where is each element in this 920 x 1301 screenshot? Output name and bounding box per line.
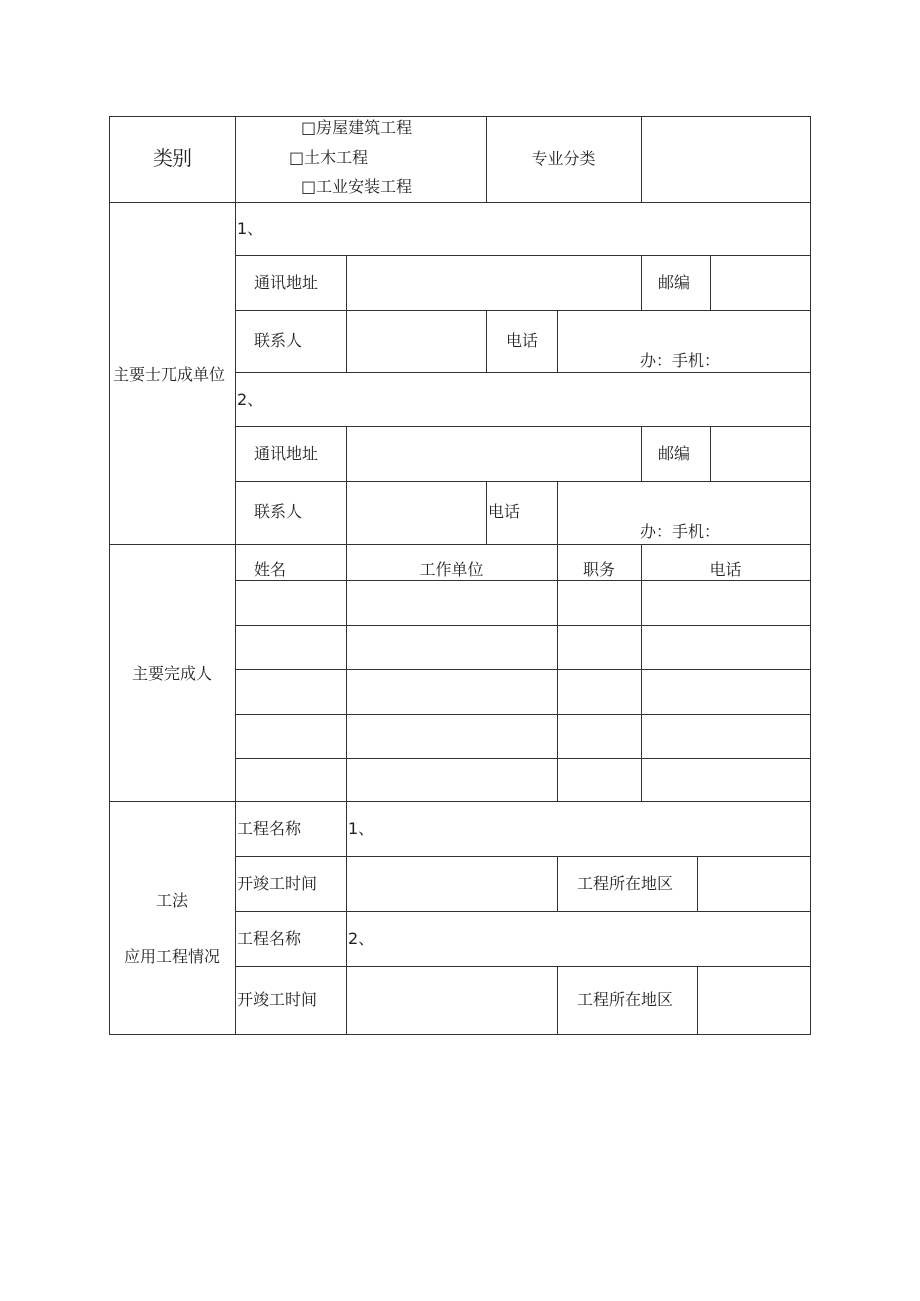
project-1-region-label: 工程所在地区 bbox=[577, 874, 674, 893]
unit-2-phone-hint: 办：手机： bbox=[640, 522, 721, 541]
header-phone: 电话 bbox=[709, 560, 742, 579]
unit-1-contact-label: 联系人 bbox=[254, 331, 303, 350]
application-label-line2: 应用工程情况 bbox=[123, 947, 220, 966]
project-2-number: 2、 bbox=[348, 929, 375, 948]
unit-2-address-label: 通讯地址 bbox=[254, 444, 319, 463]
project-2-region-label: 工程所在地区 bbox=[577, 990, 674, 1009]
option-industrial[interactable]: □工业安装工程 bbox=[301, 177, 413, 196]
people-label: 主要完成人 bbox=[131, 664, 212, 683]
unit-1-phone-hint: 办：手机： bbox=[640, 351, 721, 370]
project-1-name-label: 工程名称 bbox=[237, 819, 302, 838]
option-building[interactable]: □房屋建筑工程 bbox=[301, 118, 413, 137]
unit-1-address-label: 通讯地址 bbox=[254, 273, 319, 292]
category-label: 类别 bbox=[153, 146, 191, 170]
unit-2-phone-label: 电话 bbox=[488, 502, 521, 521]
header-title: 职务 bbox=[582, 560, 615, 579]
unit-2-contact-label: 联系人 bbox=[254, 502, 303, 521]
unit-2-zip-label: 邮编 bbox=[658, 444, 691, 463]
project-1-time-label: 开竣工时间 bbox=[237, 874, 318, 893]
specialty-label: 专业分类 bbox=[531, 149, 596, 168]
application-label-line1: 工法 bbox=[155, 891, 188, 910]
project-1-number: 1、 bbox=[348, 819, 375, 838]
unit-2-number: 2、 bbox=[237, 390, 264, 409]
unit-1-number: 1、 bbox=[237, 219, 264, 238]
project-2-time-label: 开竣工时间 bbox=[237, 990, 318, 1009]
header-employer: 工作单位 bbox=[419, 560, 484, 579]
unit-1-phone-label: 电话 bbox=[506, 331, 539, 350]
unit-1-zip-label: 邮编 bbox=[658, 273, 691, 292]
header-name: 姓名 bbox=[254, 560, 287, 579]
units-label: 主要士兀成单位 bbox=[113, 365, 226, 384]
option-civil[interactable]: □土木工程 bbox=[289, 148, 369, 167]
project-2-name-label: 工程名称 bbox=[237, 929, 302, 948]
